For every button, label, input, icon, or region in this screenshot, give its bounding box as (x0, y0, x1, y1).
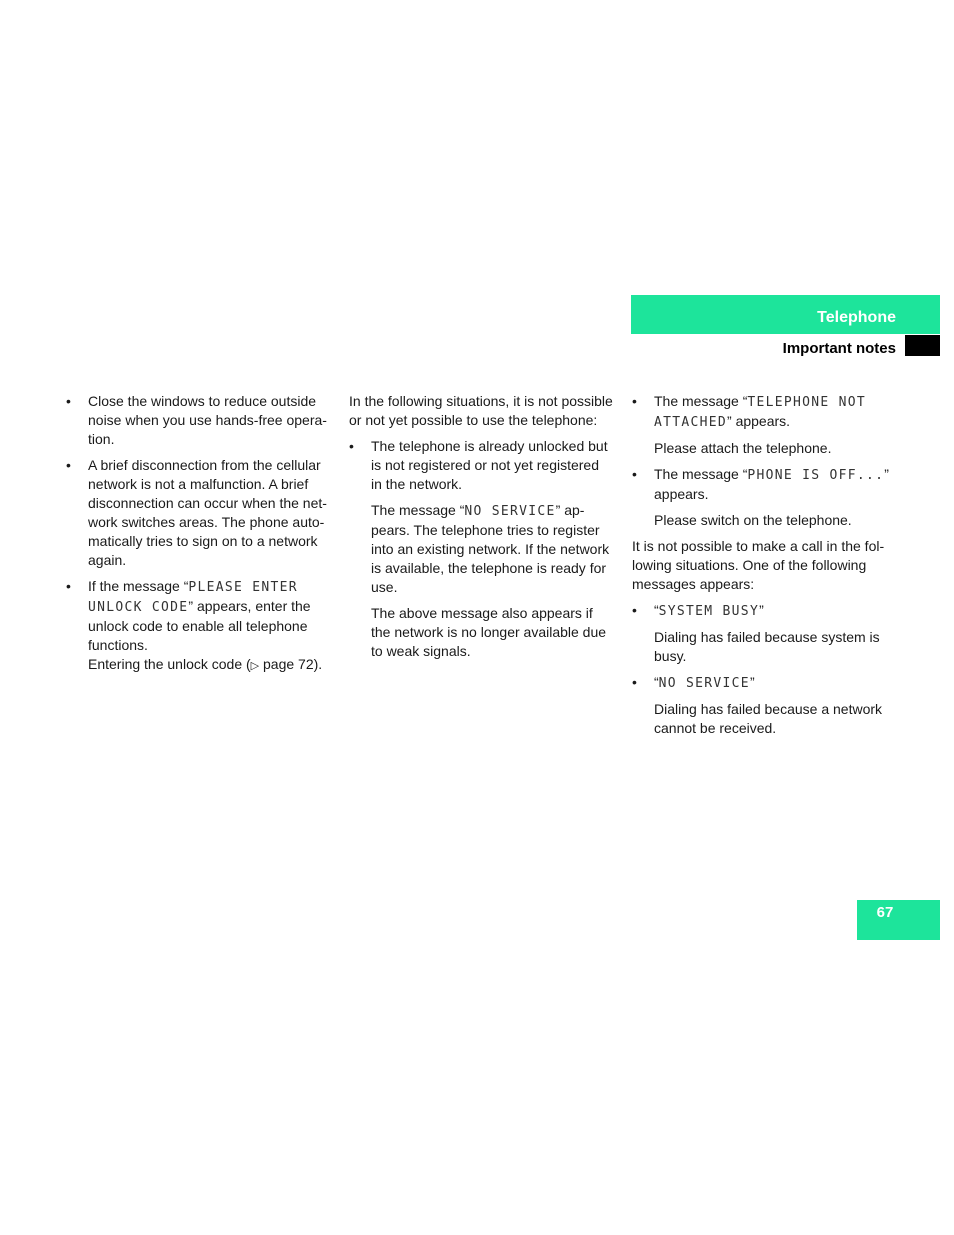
list-item (632, 673, 894, 693)
action-text: Please attach the telephone. (654, 440, 832, 456)
item-text: A brief disconnection from the cellular network is not a malfunction. A brief disconnection can occur when the net-work switches areas. The phone auto-matically tries to sign on to a network again. (88, 457, 327, 568)
message-post: ” ap-pears. The telephone tries to register into an existing network. If the network is available, the telephone is ready for use. (371, 502, 610, 595)
bullet-icon: • (349, 438, 354, 454)
page-number: 67 (876, 904, 894, 921)
bullet-icon: • (632, 674, 637, 690)
display-message: TELEPHONE NOT ATTACHED (654, 395, 867, 430)
list-item (66, 456, 334, 570)
bullet-icon: • (66, 457, 71, 473)
item-text: The telephone is already unlocked but is not registered or not yet registered in the network. (371, 438, 608, 492)
display-message: PLEASE ENTER UNLOCK CODE (88, 580, 298, 615)
quote-close: ” (759, 602, 764, 618)
display-message: PHONE IS OFF... (747, 468, 885, 483)
column-2 (349, 392, 613, 668)
display-message: NO SERVICE (658, 676, 750, 691)
item-text-pre: If the message “ (88, 578, 189, 594)
item-text-pre: The message “ (654, 393, 748, 409)
quote-open: “ (654, 674, 659, 690)
section-title: Telephone (817, 309, 896, 326)
display-message: NO SERVICE (464, 504, 556, 519)
display-message: SYSTEM BUSY (658, 604, 760, 619)
action-text: Please switch on the telephone. (654, 512, 852, 528)
quote-open: “ (654, 602, 659, 618)
description-text: Dialing has failed because a network cannot be received. (654, 701, 883, 736)
bullet-icon: • (66, 578, 71, 594)
list-item (349, 437, 613, 494)
note-paragraph: The above message also appears if the network is no longer available due to weak signals. (371, 605, 607, 659)
list-item-unlock (66, 577, 334, 676)
bullet-icon: • (632, 393, 637, 409)
bullet-icon: • (632, 466, 637, 482)
item-text-pre: The message “ (654, 466, 748, 482)
item-text-post: ” appears. (654, 466, 889, 502)
subsection-title: Important notes (782, 340, 896, 357)
column-1 (66, 392, 334, 683)
item-text: Close the windows to reduce outside noise when you use hands-free opera-tion. (88, 393, 327, 447)
bullet-icon: • (632, 602, 637, 618)
list-item (632, 601, 894, 621)
intro-paragraph: In the following situations, it is not possible or not yet possible to use the telephone: (349, 393, 613, 428)
list-item (632, 465, 894, 504)
message-pre: The message “ (371, 502, 465, 518)
subsection-marker (905, 335, 940, 356)
cross-ref-page: page 72). (259, 656, 323, 672)
cross-ref-text: Entering the unlock code ( (88, 656, 251, 672)
list-item (632, 392, 894, 432)
intro-paragraph: It is not possible to make a call in the fol-lowing situations. One of the following messages appears: (632, 538, 885, 592)
page-reference-icon: ▷ (250, 660, 260, 672)
list-item (66, 392, 334, 449)
item-text-post: ” appears. (727, 413, 791, 429)
description-text: Dialing has failed because system is busy. (654, 629, 880, 664)
quote-close: ” (749, 674, 755, 690)
item-text-post: ” appears, enter the unlock code to enable all telephone functions. (88, 598, 311, 653)
column-3 (632, 392, 894, 745)
bullet-icon: • (66, 393, 71, 409)
message-paragraph (349, 501, 613, 597)
